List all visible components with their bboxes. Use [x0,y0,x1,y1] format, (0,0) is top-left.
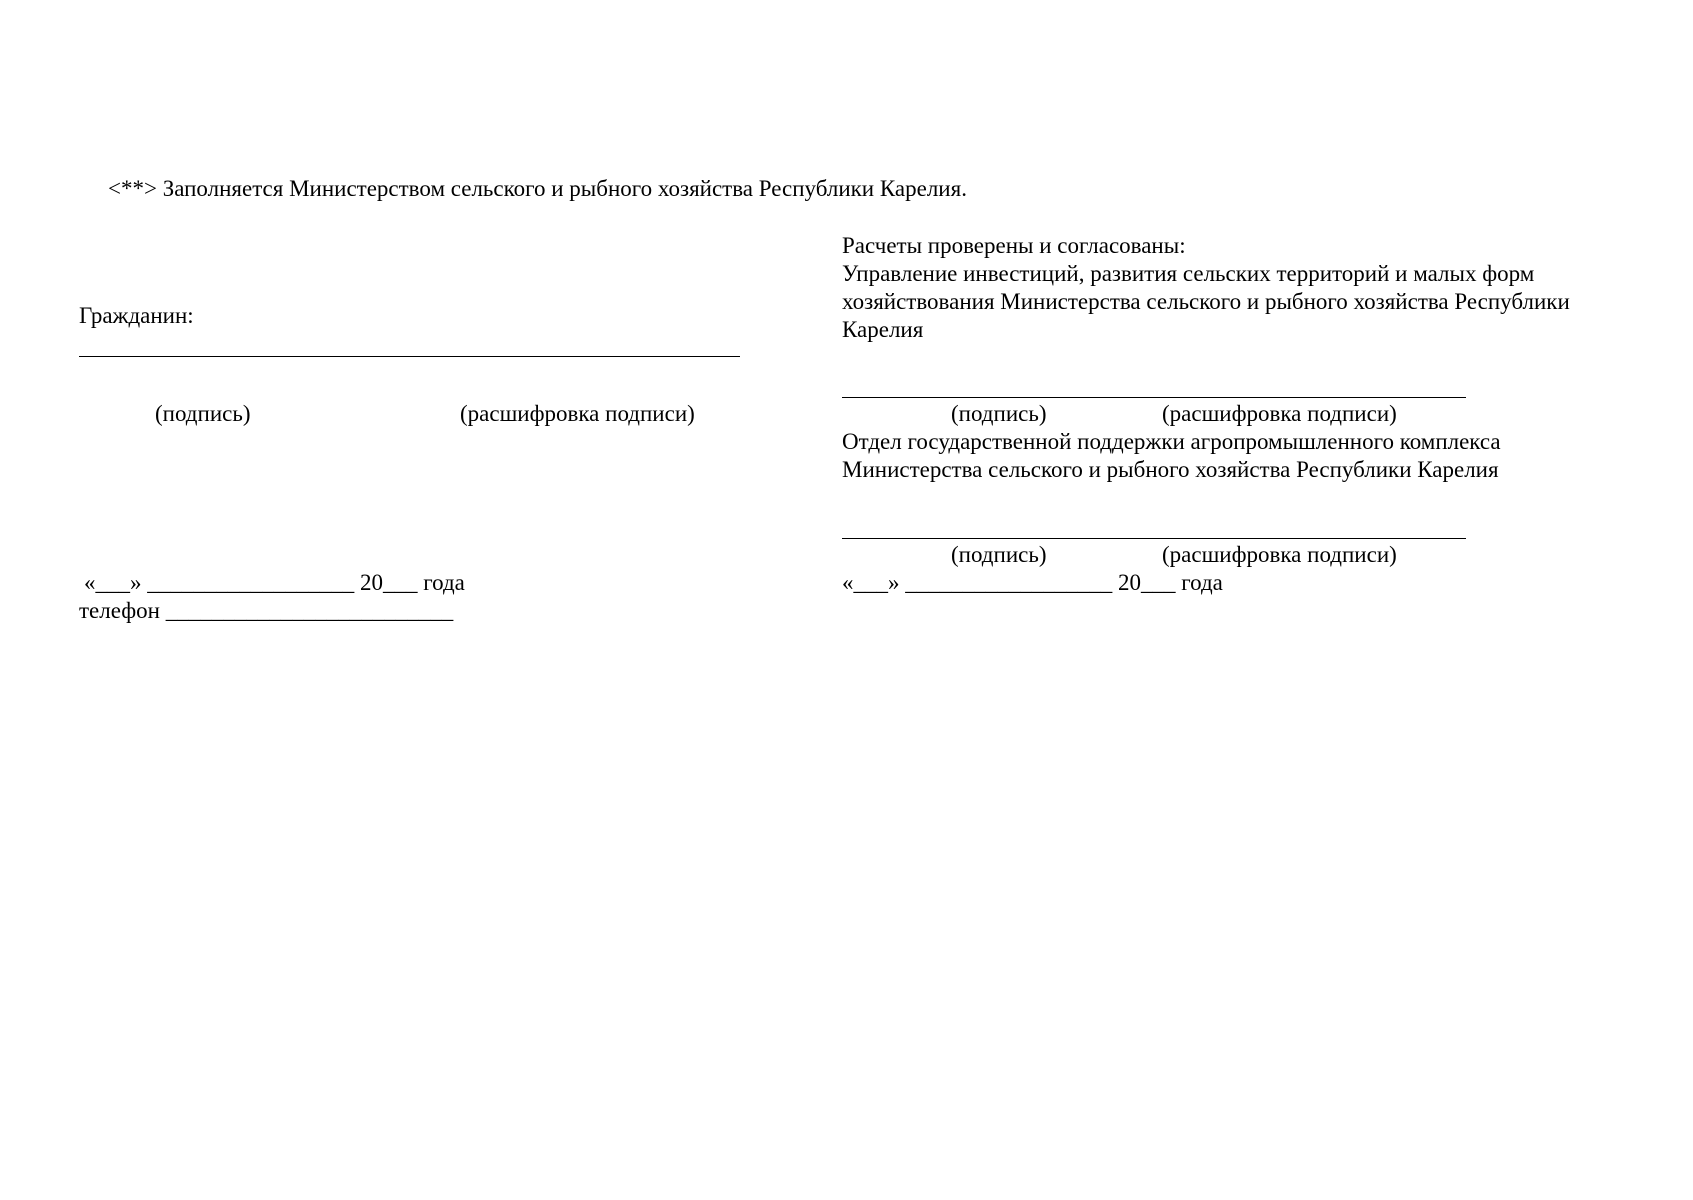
department1-signature-caption: (подпись) [951,401,1047,426]
citizen-phone-line: телефон _________________________ [79,598,454,623]
department1-signature-line [842,397,1466,398]
department1-line-1: Управление инвестиций, развития сельских территорий и малых форм [842,261,1535,286]
citizen-signature-decoding-caption: (расшифровка подписи) [460,401,695,426]
department1-line-3: Карелия [842,317,924,342]
department2-signature-line [842,538,1466,539]
approval-heading: Расчеты проверены и согласованы: [842,233,1186,258]
citizen-signature-line [79,356,740,357]
department1-line-2: хозяйствования Министерства сельского и рыбного хозяйства Республики [842,289,1570,314]
citizen-date-line: «___» __________________ 20___ года [84,570,465,595]
department2-line-1: Отдел государственной поддержки агропромышленного комплекса [842,429,1501,454]
footnote: <**> Заполняется Министерством сельского и рыбного хозяйства Республики Карелия. [108,176,967,201]
department2-signature-decoding-caption: (расшифровка подписи) [1162,542,1397,567]
department2-signature-caption: (подпись) [951,542,1047,567]
department1-signature-decoding-caption: (расшифровка подписи) [1162,401,1397,426]
approval-date-line: «___» __________________ 20___ года [842,570,1223,595]
citizen-label: Гражданин: [79,303,194,328]
citizen-signature-caption: (подпись) [155,401,251,426]
department2-line-2: Министерства сельского и рыбного хозяйства Республики Карелия [842,457,1499,482]
